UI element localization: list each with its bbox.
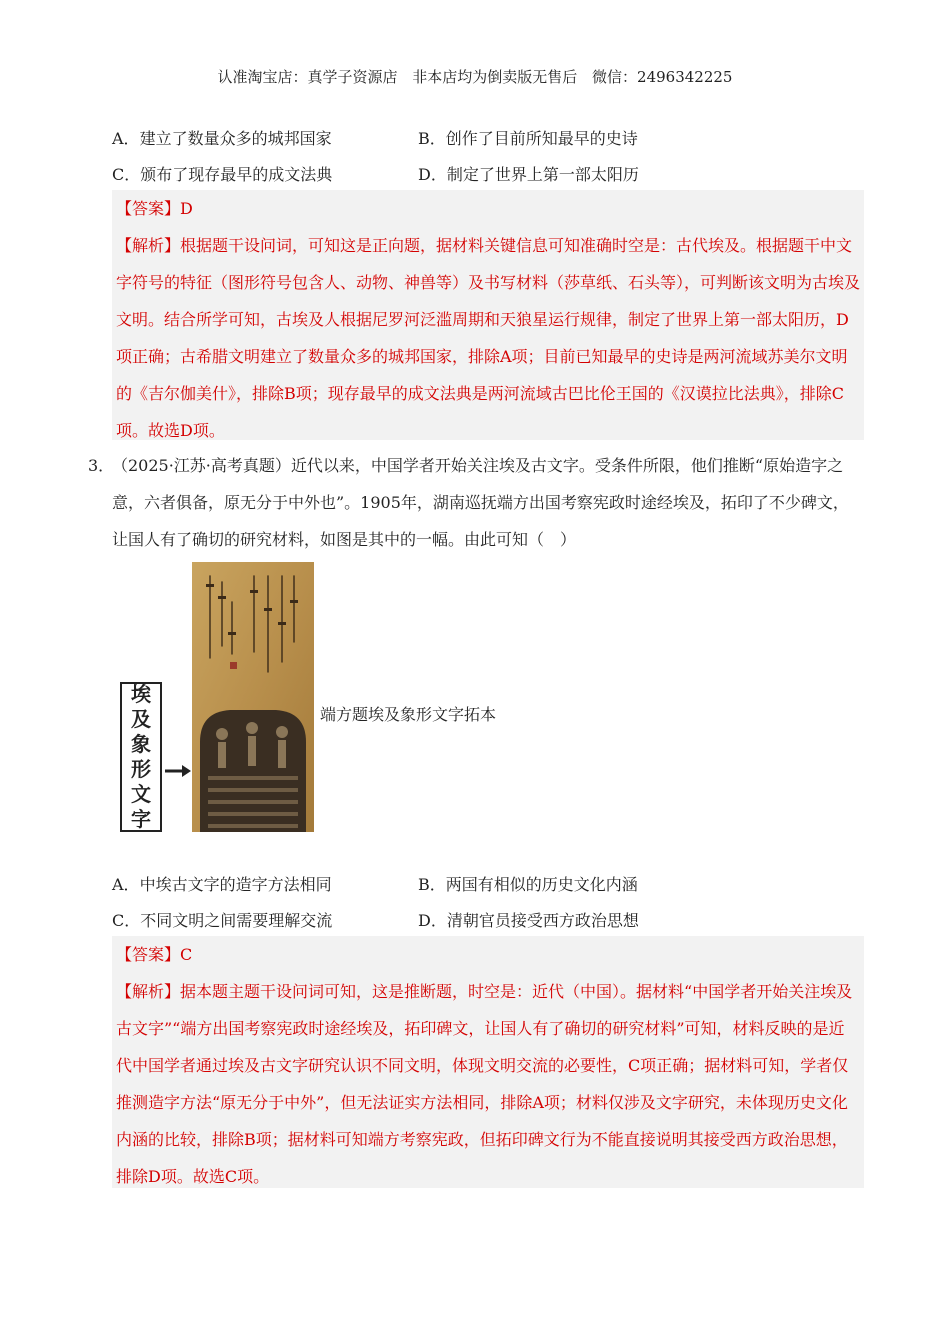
q3-answer-line: [116, 936, 860, 973]
q3-option-d: D．清朝官员接受西方政治思想: [418, 910, 639, 930]
figure-label-box: 埃 及 象 形 文 字: [120, 682, 162, 832]
q2-option-c: C．颁布了现存最早的成文法典: [112, 164, 333, 184]
q2-option-a: A．建立了数量众多的城邦国家: [112, 128, 332, 148]
q3-options: [112, 865, 852, 937]
rubbing-image: [192, 562, 314, 832]
q3-option-c: C．不同文明之间需要理解交流: [112, 910, 333, 930]
q3-option-b: B．两国有相似的历史文化内涵: [418, 874, 638, 894]
figure-caption: 端方题埃及象形文字拓本: [320, 705, 497, 724]
q3-analysis: 【解析】据本题主题干设问词可知，这是推断题，时空是：近代（中国）。据材料“中国学者开始关注埃及古文字”“端方出国考察宪政时途经埃及，拓印碑文，让国人有了确切的研究材料”可知，材料反映的是近代中国学者通过埃及古文字研究认识不同文明，体现文明交流的必要性，C项正确；据材料可知，学者仅推测造字方法“原无分于中外”，但无法证实方法相同，排除A项；材料仅涉及文字研究，未体现历史文化内涵的比较，排除B项；据材料可知端方考察宪政，但拓印碑文行为不能直接说明其接受西方政治思想，排除D项。故选C项。: [116, 982, 853, 1186]
q3-answer-box: [112, 936, 864, 1188]
q3-number: 3．: [88, 456, 115, 475]
q3-answer-tag: 【答案】: [116, 945, 181, 964]
q2-options: [112, 119, 852, 191]
q2-option-b: B．创作了目前所知最早的史诗: [418, 128, 638, 148]
q3-answer: C: [180, 945, 193, 964]
page-header: 认准淘宝店：真学子资源店 非本店均为倒卖版无售后 微信：2496342225: [217, 68, 733, 86]
q2-answer-box: [112, 190, 864, 440]
q2-option-d: D．制定了世界上第一部太阳历: [418, 164, 639, 184]
q3-figure: [112, 562, 532, 834]
q3-stem-block: [88, 447, 864, 558]
q2-answer: D: [180, 199, 193, 218]
q3-option-a: A．中埃古文字的造字方法相同: [112, 874, 332, 894]
q2-analysis: 【解析】根据题干设问词，可知这是正向题，据材料关键信息可知准确时空是：古代埃及。根据题干中文字符号的特征（图形符号包含人、动物、神兽等）及书写材料（莎草纸、石头等），可判断该文明为古埃及文明。结合所学可知，古埃及人根据尼罗河泛滥周期和天狼星运行规律，制定了世界上第一部太阳历，D项正确；古希腊文明建立了数量众多的城邦国家，排除A项；目前已知最早的史诗是两河流域苏美尔文明的《吉尔伽美什》，排除B项；现存最早的成文法典是两河流域古巴比伦王国的《汉谟拉比法典》，排除C项。故选D项。: [116, 236, 861, 440]
arrow-right-icon: [164, 764, 192, 778]
q3-stem: （2025·江苏·高考真题）近代以来，中国学者开始关注埃及古文字。受条件所限，他们推断“原始造字之意，六者俱备，原无分于中外也”。1905年，湖南巡抚端方出国考察宪政时途经埃及，拓印了不少碑文，让国人有了确切的研究材料，如图是其中的一幅。由此可知（ ）: [112, 456, 849, 549]
q2-answer-line: [116, 190, 860, 227]
q2-answer-tag: 【答案】: [116, 199, 181, 218]
